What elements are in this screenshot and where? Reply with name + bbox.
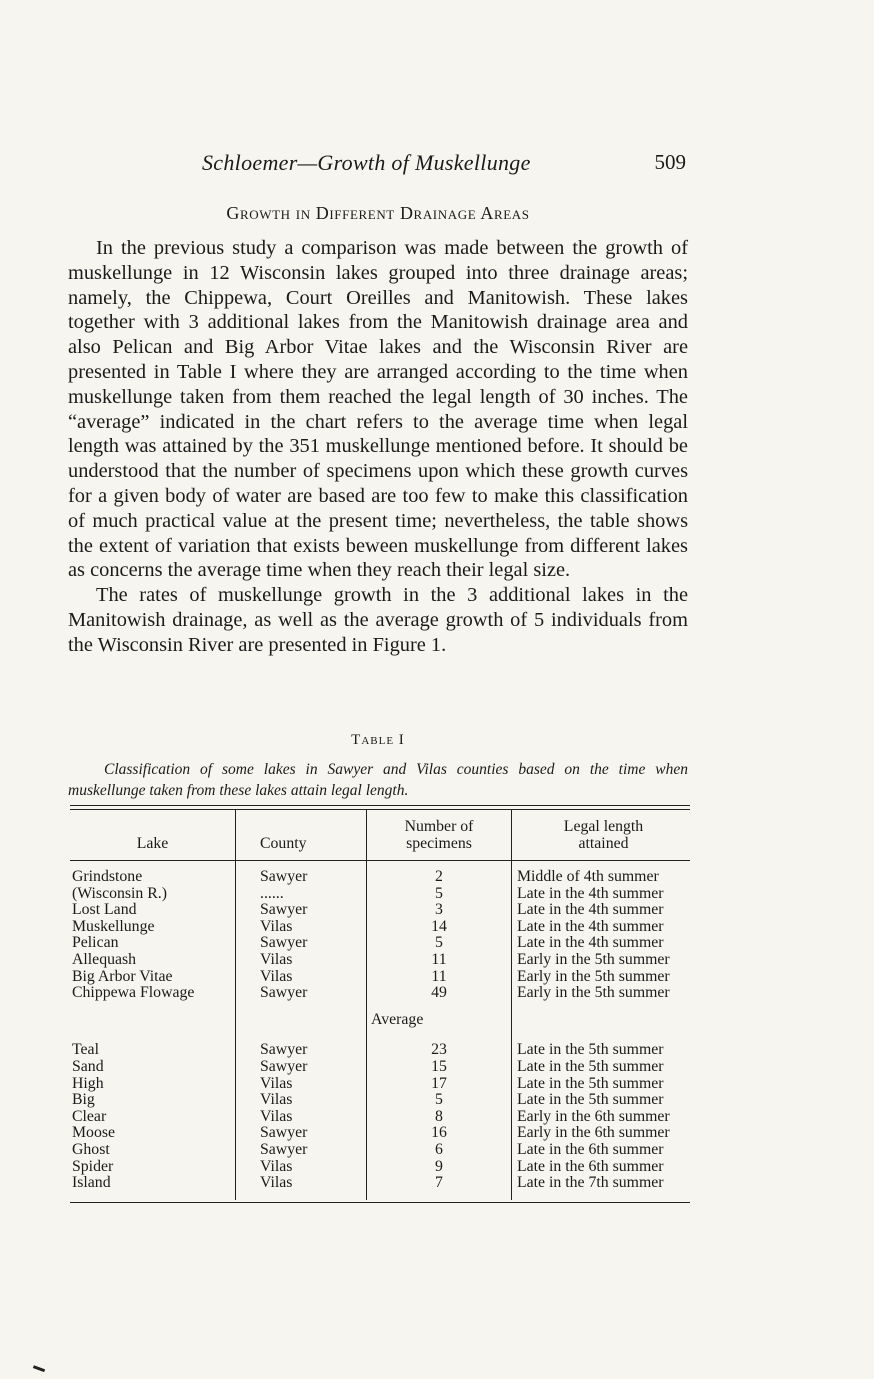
county-cell: Vilas — [236, 952, 367, 969]
table-body — [70, 861, 690, 1200]
legal-length-cell: Late in the 6th summer — [512, 1142, 691, 1159]
county-cell: Sawyer — [236, 1042, 367, 1059]
header-number — [367, 810, 512, 861]
table-row — [70, 1042, 690, 1059]
lake-cell: Lost Land — [72, 901, 137, 919]
table-row — [70, 861, 690, 886]
header-lake: Lake — [70, 810, 236, 861]
lake-cell: Island — [72, 1174, 111, 1192]
specimens-cell: 5 — [367, 1092, 512, 1109]
legal-length-cell: Late in the 5th summer — [512, 1076, 691, 1093]
average-lake-cell — [70, 1002, 236, 1043]
average-legal-cell — [512, 1002, 691, 1043]
specimens-cell: 3 — [367, 902, 512, 919]
specimens-cell: 8 — [367, 1109, 512, 1126]
legal-length-cell: Late in the 4th summer — [512, 919, 691, 936]
header-county: County — [236, 810, 367, 861]
legal-length-cell: Early in the 6th summer — [512, 1109, 691, 1126]
table-label: Table I — [351, 732, 405, 748]
body-text — [68, 236, 688, 658]
specimens-cell: 15 — [367, 1059, 512, 1076]
table-row — [70, 919, 690, 936]
specimens-cell: 2 — [367, 861, 512, 886]
county-cell: Sawyer — [236, 985, 367, 1002]
page-number: 509 — [654, 150, 686, 174]
legal-length-cell: Late in the 4th summer — [512, 902, 691, 919]
table-header-row — [70, 810, 690, 861]
lake-cell: Muskellunge — [72, 917, 155, 935]
table-caption: Classification of some lakes in Sawyer and Vilas counties based on the time when muskellunge taken from these lakes attain legal length. — [68, 761, 688, 799]
table-row — [70, 1092, 690, 1109]
legal-length-cell: Late in the 4th summer — [512, 935, 691, 952]
lake-cell: Big — [72, 1091, 95, 1109]
lake-cell: Chippewa Flowage — [72, 984, 195, 1002]
county-cell: Vilas — [236, 1076, 367, 1093]
county-cell: Vilas — [236, 919, 367, 936]
lake-cell: Grindstone — [72, 868, 143, 885]
county-cell: Vilas — [236, 1092, 367, 1109]
county-cell: Vilas — [236, 1109, 367, 1126]
lake-cell: Clear — [72, 1107, 107, 1125]
table-row — [70, 886, 690, 903]
lake-cell: Sand — [72, 1057, 104, 1075]
average-row — [70, 1002, 690, 1043]
specimens-cell: 14 — [367, 919, 512, 936]
table-row — [70, 1076, 690, 1093]
section-heading: Growth in Different Drainage Areas — [226, 203, 530, 223]
county-cell: Vilas — [236, 969, 367, 986]
table-row — [70, 952, 690, 969]
legal-length-cell: Late in the 4th summer — [512, 886, 691, 903]
table-row — [70, 1159, 690, 1176]
lake-cell: High — [72, 1074, 104, 1092]
lake-cell: Ghost — [72, 1140, 110, 1158]
lake-cell: Teal — [72, 1041, 99, 1059]
specimens-cell: 11 — [367, 969, 512, 986]
specimens-cell: 16 — [367, 1125, 512, 1142]
table-row — [70, 902, 690, 919]
lake-classification-table — [70, 805, 690, 1203]
legal-length-cell: Late in the 7th summer — [512, 1175, 691, 1200]
legal-length-cell: Late in the 5th summer — [512, 1092, 691, 1109]
legal-length-cell: Early in the 5th summer — [512, 969, 691, 986]
lake-cell: (Wisconsin R.) — [72, 884, 168, 902]
county-cell: Sawyer — [236, 1059, 367, 1076]
table-row — [70, 1125, 690, 1142]
specimens-cell: 5 — [367, 935, 512, 952]
county-cell: Sawyer — [236, 1125, 367, 1142]
specimens-cell: 7 — [367, 1175, 512, 1200]
average-label: Average — [367, 1002, 512, 1043]
header-legal-line1: Legal length — [563, 818, 644, 835]
table-row — [70, 1059, 690, 1076]
paragraph-1: In the previous study a comparison was made between the growth of muskellunge in 12 Wisconsin lakes grouped into three drainage areas; namely, the Chippewa, Court Oreilles and Manitowish. These lakes together with 3 additional lakes from the Manitowish drainage area and also Pelican and Big Arbor Vitae lakes and the Wisconsin River are presented in Table I where they are arranged according to the time when muskellunge taken from them reached the legal length of 30 inches. The “average” indicated in the chart refers to the average time when legal length was attained by the 351 muskellunge mentioned before. It should be understood that the number of specimens upon which these growth curves for a given body of water are based are too few to make this classification of much practical value at the present time; nevertheless, the table shows the extent of variation that exists beween muskellunge from different lakes as concerns the average time when they reach their legal size. — [68, 237, 688, 582]
table-row — [70, 985, 690, 1002]
specimens-cell: 49 — [367, 985, 512, 1002]
header-legal-line2: attained — [578, 835, 629, 852]
running-head — [68, 150, 688, 180]
table-row — [70, 1175, 690, 1200]
specimens-cell: 5 — [367, 886, 512, 903]
county-cell: Sawyer — [236, 902, 367, 919]
specimens-cell: 6 — [367, 1142, 512, 1159]
specimens-cell: 11 — [367, 952, 512, 969]
table-bottom-rule — [70, 1202, 690, 1203]
paragraph-2: The rates of muskellunge growth in the 3 additional lakes in the Manitowish drainage, as well as the average growth of 5 individuals from the Wisconsin River are presented in Figure 1. — [68, 584, 688, 656]
county-cell: Vilas — [236, 1159, 367, 1176]
legal-length-cell: Early in the 6th summer — [512, 1125, 691, 1142]
county-cell: Vilas — [236, 1175, 367, 1200]
lake-cell: Big Arbor Vitae — [72, 967, 173, 985]
specimens-cell: 17 — [367, 1076, 512, 1093]
lake-cell: Allequash — [72, 950, 137, 968]
legal-length-cell: Early in the 5th summer — [512, 952, 691, 969]
table-row — [70, 969, 690, 986]
header-legal — [512, 810, 691, 861]
table-row — [70, 1142, 690, 1159]
average-county-cell — [236, 1002, 367, 1043]
county-cell: Sawyer — [236, 1142, 367, 1159]
legal-length-cell: Late in the 5th summer — [512, 1059, 691, 1076]
running-title: Schloemer—Growth of Muskellunge — [202, 150, 531, 175]
specimens-cell: 9 — [367, 1159, 512, 1176]
lake-cell: Pelican — [72, 934, 119, 952]
county-cell: ...... — [236, 886, 367, 903]
page — [68, 0, 688, 1379]
header-number-line2: specimens — [406, 835, 472, 852]
corner-mark — [31, 1365, 45, 1378]
table-row — [70, 1109, 690, 1126]
table-row — [70, 935, 690, 952]
legal-length-cell: Late in the 5th summer — [512, 1042, 691, 1059]
table-grid — [70, 810, 690, 1200]
legal-length-cell: Late in the 6th summer — [512, 1159, 691, 1176]
legal-length-cell: Middle of 4th summer — [512, 861, 691, 886]
county-cell: Sawyer — [236, 935, 367, 952]
county-cell: Sawyer — [236, 861, 367, 886]
lake-cell: Spider — [72, 1157, 114, 1175]
lake-cell: Moose — [72, 1124, 116, 1142]
legal-length-cell: Early in the 5th summer — [512, 985, 691, 1002]
header-number-line1: Number of — [404, 818, 474, 835]
specimens-cell: 23 — [367, 1042, 512, 1059]
